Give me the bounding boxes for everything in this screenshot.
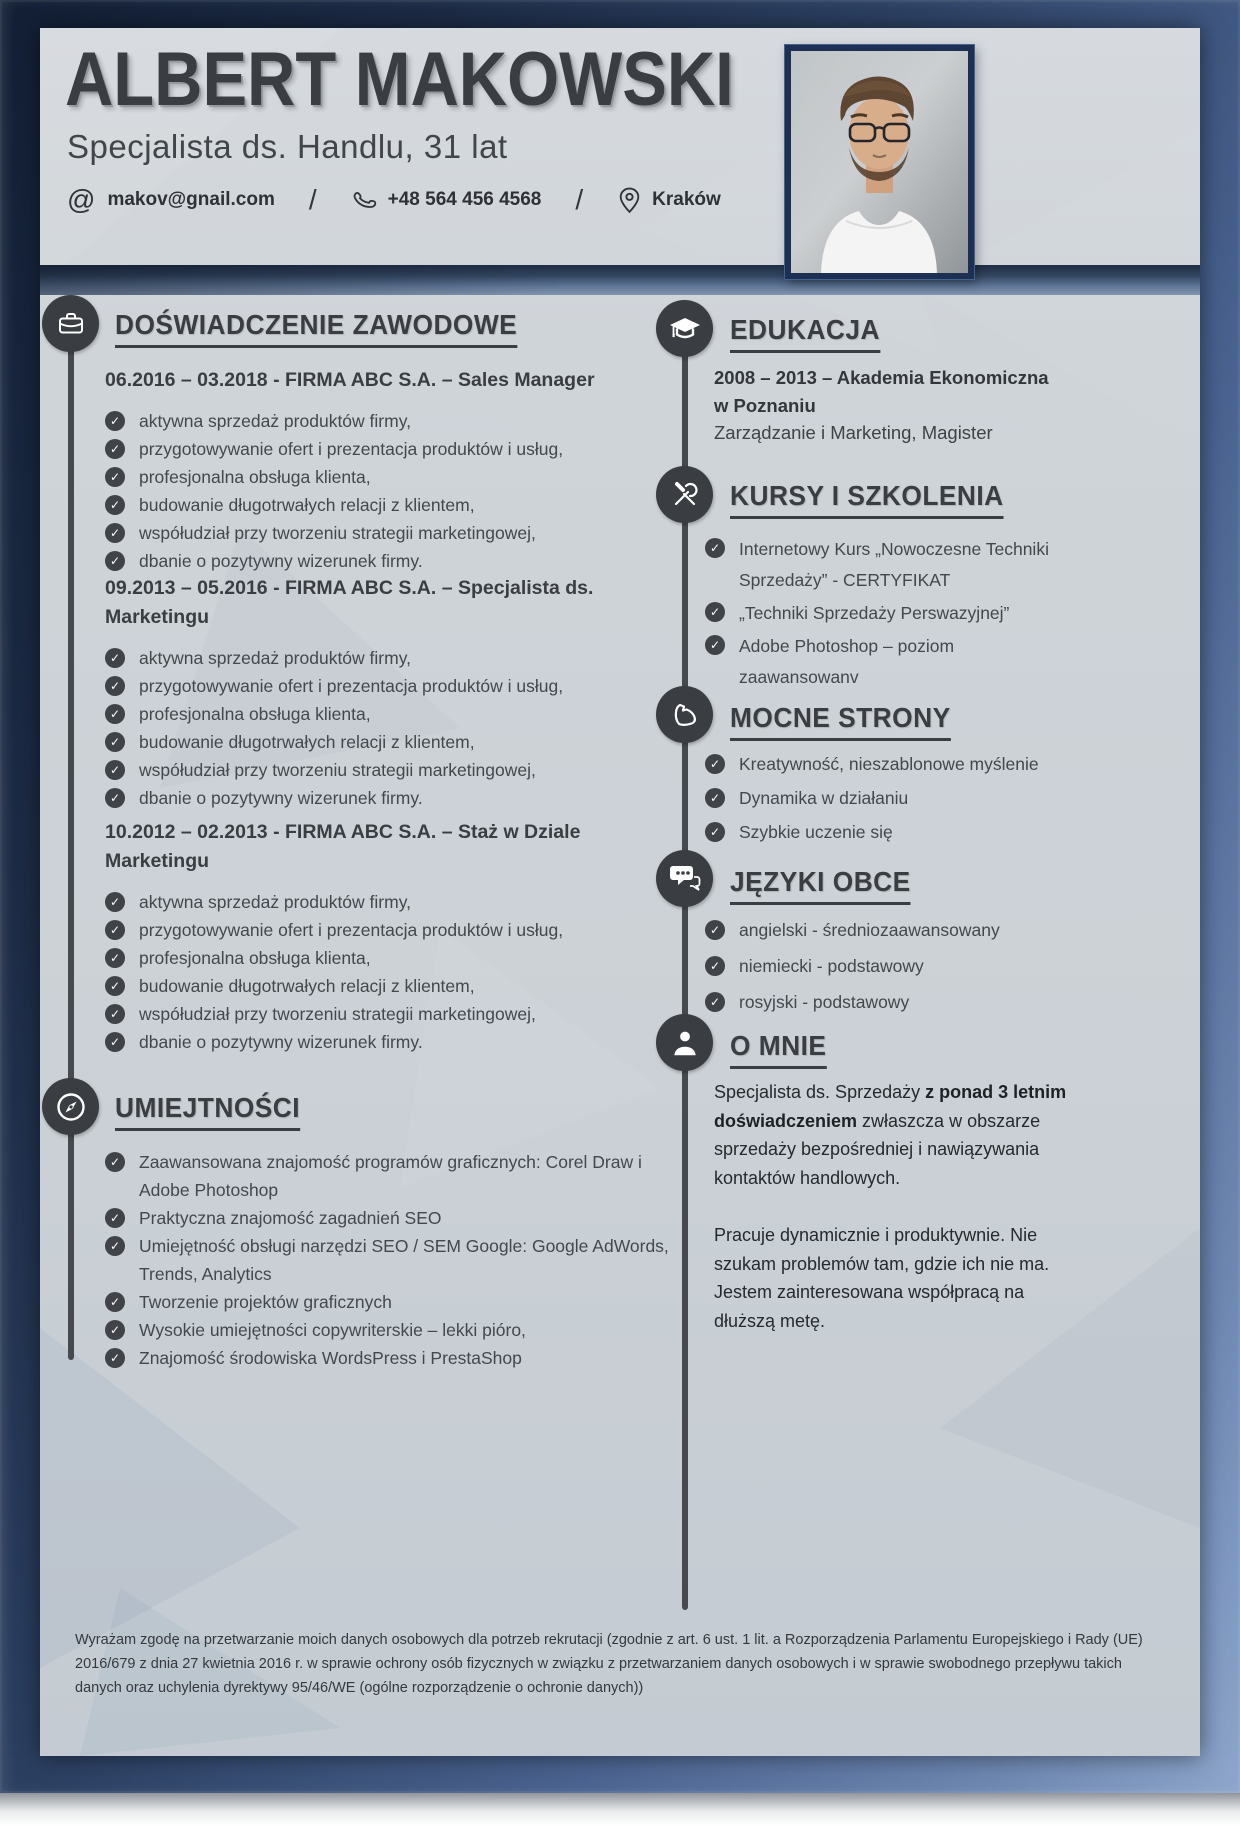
about-paragraph: Pracuje dynamicznie i produktywnie. Nie szukam problemów tam, gdzie ich nie ma. Jestem zainteresowana współpracą na dłuższą metę. — [714, 1225, 1050, 1331]
check-icon: ✓ — [705, 602, 725, 622]
bullet-text: Zaawansowana znajomość programów graficznych: Corel Draw i Adobe Photoshop — [139, 1152, 642, 1200]
check-icon: ✓ — [705, 992, 725, 1012]
job-bullet — [105, 972, 653, 1000]
bullet-text: współudział przy tworzeniu strategii marketingowej, — [139, 1004, 536, 1024]
job-bullet — [105, 435, 653, 463]
bullet-text: dbanie o pozytywny wizerunek firmy. — [139, 788, 423, 808]
contact-separator: / — [308, 184, 317, 215]
graduation-cap-icon — [656, 300, 713, 357]
course-item — [705, 598, 1077, 629]
job-bullet — [105, 547, 653, 575]
check-icon: ✓ — [105, 1004, 125, 1024]
job-bullet-list — [105, 888, 653, 1056]
section-title-skills: UMIEJTNOŚCI — [115, 1092, 300, 1131]
check-icon: ✓ — [705, 956, 725, 976]
bullet-text: Praktyczna znajomość zagadnień SEO — [139, 1208, 442, 1228]
check-icon: ✓ — [105, 732, 125, 752]
check-icon: ✓ — [105, 788, 125, 808]
job-entry — [105, 818, 653, 1056]
email-text: makov@gnail.com — [107, 189, 275, 210]
check-icon: ✓ — [105, 1320, 125, 1340]
job-title: 10.2012 – 02.2013 - FIRMA ABC S.A. – Staż w Dziale Marketingu — [105, 821, 581, 872]
check-icon: ✓ — [105, 1292, 125, 1312]
contact-separator: / — [575, 184, 584, 215]
check-icon: ✓ — [105, 523, 125, 543]
bullet-text: przygotowywanie ofert i prezentacja produktów i usług, — [139, 676, 564, 696]
job-bullet-list — [105, 644, 653, 812]
job-bullet — [105, 728, 653, 756]
bullet-text: współudział przy tworzeniu strategii marketingowej, — [139, 523, 536, 543]
section-title-about: O MNIE — [730, 1030, 826, 1069]
chat-bubbles-icon — [656, 850, 713, 907]
job-title: 06.2016 – 03.2018 - FIRMA ABC S.A. – Sales Manager — [105, 369, 595, 391]
language-item — [705, 952, 1185, 980]
check-icon: ✓ — [105, 704, 125, 724]
about-text-block — [714, 1078, 1079, 1364]
job-bullet — [105, 491, 653, 519]
bullet-text: Wysokie umiejętności copywriterskie – lekki pióro, — [139, 1320, 526, 1340]
bullet-text: Internetowy Kurs „Nowoczesne Techniki Sprzedaży” - CERTYFIKAT — [739, 539, 1049, 590]
job-bullet — [105, 700, 653, 728]
skill-item — [105, 1344, 673, 1372]
skill-item — [105, 1204, 673, 1232]
job-bullet — [105, 644, 653, 672]
bullet-text: dbanie o pozytywny wizerunek firmy. — [139, 1032, 423, 1052]
job-bullet — [105, 672, 653, 700]
check-icon: ✓ — [105, 1032, 125, 1052]
education-details — [714, 364, 1049, 447]
check-icon: ✓ — [105, 676, 125, 696]
bullet-text: „Techniki Sprzedaży Perswazyjnej” — [739, 603, 1010, 623]
bullet-text: aktywna sprzedaż produktów firmy, — [139, 892, 412, 912]
strength-item — [705, 818, 1185, 846]
bullet-text: przygotowywanie ofert i prezentacja produktów i usług, — [139, 920, 564, 940]
job-entry — [105, 574, 653, 812]
about-text: Specjalista ds. Sprzedaży — [714, 1082, 926, 1102]
check-icon: ✓ — [705, 788, 725, 808]
section-title-education: EDUKACJA — [730, 314, 880, 353]
job-bullet — [105, 1000, 653, 1028]
profile-photo — [785, 45, 974, 279]
education-degree: Zarządzanie i Marketing, Magister — [714, 422, 993, 443]
check-icon: ✓ — [105, 760, 125, 780]
check-icon: ✓ — [105, 976, 125, 996]
bullet-text: profesjonalna obsługa klienta, — [139, 704, 371, 724]
skill-item — [105, 1232, 673, 1288]
strength-item — [705, 750, 1185, 778]
about-paragraph — [714, 1078, 1079, 1192]
check-icon: ✓ — [105, 892, 125, 912]
bullet-text: budowanie długotrwałych relacji z klientem, — [139, 976, 475, 996]
bullet-text: profesjonalna obsługa klienta, — [139, 948, 371, 968]
compass-icon — [42, 1078, 99, 1135]
check-icon: ✓ — [105, 948, 125, 968]
courses-list-block — [705, 534, 1077, 695]
language-item — [705, 916, 1185, 944]
bullet-text: współudział przy tworzeniu strategii marketingowej, — [139, 760, 536, 780]
bullet-text: aktywna sprzedaż produktów firmy, — [139, 411, 412, 431]
about-text: zwłaszcza w obszarze sprzedaży bezpośredniej i nawiązywania kontaktów handlowych. — [714, 1110, 1041, 1188]
skills-list — [105, 1148, 673, 1372]
check-icon: ✓ — [705, 920, 725, 940]
bullet-text: niemiecki - podstawowy — [739, 956, 924, 976]
job-bullet — [105, 756, 653, 784]
job-bullet — [105, 407, 653, 435]
job-bullet — [105, 1028, 653, 1056]
check-icon: ✓ — [705, 538, 725, 558]
briefcase-icon — [42, 295, 99, 352]
job-bullet — [105, 519, 653, 547]
job-bullet — [105, 916, 653, 944]
check-icon: ✓ — [705, 754, 725, 774]
check-icon: ✓ — [105, 1208, 125, 1228]
about-text-bold: z ponad 3 letnim doświadczeniem — [714, 1082, 1067, 1131]
strengths-list-block — [705, 750, 1185, 852]
check-icon: ✓ — [105, 467, 125, 487]
skills-list-block — [105, 1148, 673, 1372]
location-pin-icon — [617, 186, 642, 215]
check-icon: ✓ — [105, 1236, 125, 1256]
bullet-text: Znajomość środowiska WordsPress i PrestaShop — [139, 1348, 522, 1368]
check-icon: ✓ — [105, 411, 125, 431]
cv-sheet — [40, 28, 1200, 1756]
job-bullet — [105, 888, 653, 916]
phone-text: +48 564 456 4568 — [387, 189, 542, 210]
section-title-experience: DOŚWIADCZENIE ZAWODOWE — [115, 309, 517, 348]
bullet-text: Dynamika w działaniu — [739, 788, 909, 808]
check-icon: ✓ — [105, 1348, 125, 1368]
check-icon: ✓ — [705, 635, 725, 655]
bullet-text: Umiejętność obsługi narzędzi SEO / SEM Google: Google AdWords, Trends, Analytics — [139, 1236, 669, 1284]
strengths-list — [705, 750, 1185, 846]
bullet-text: Adobe Photoshop – poziom zaawansowanv — [739, 636, 955, 687]
strength-item — [705, 784, 1185, 812]
bullet-text: budowanie długotrwałych relacji z klientem, — [139, 495, 475, 515]
skill-item — [105, 1288, 673, 1316]
bullet-text: przygotowywanie ofert i prezentacja produktów i usług, — [139, 439, 564, 459]
person-icon — [656, 1014, 713, 1071]
email-icon: @ — [67, 184, 96, 215]
bicep-icon — [656, 686, 713, 743]
job-bullet — [105, 784, 653, 812]
timeline-line-left — [68, 318, 74, 1360]
location-text: Kraków — [652, 189, 721, 210]
check-icon: ✓ — [105, 920, 125, 940]
section-title-strengths: MOCNE STRONY — [730, 702, 951, 741]
courses-list — [705, 534, 1077, 693]
skill-item — [105, 1316, 673, 1344]
job-bullet-list — [105, 407, 653, 575]
language-item — [705, 988, 1185, 1016]
bullet-text: aktywna sprzedaż produktów firmy, — [139, 648, 412, 668]
bullet-text: Kreatywność, nieszablonowe myślenie — [739, 754, 1039, 774]
job-title: 09.2013 – 05.2016 - FIRMA ABC S.A. – Specjalista ds. Marketingu — [105, 577, 594, 628]
section-title-courses: KURSY I SZKOLENIA — [730, 480, 1004, 519]
bullet-text: profesjonalna obsługa klienta, — [139, 467, 371, 487]
check-icon: ✓ — [105, 648, 125, 668]
check-icon: ✓ — [105, 495, 125, 515]
check-icon: ✓ — [705, 822, 725, 842]
skill-item — [105, 1148, 673, 1204]
bullet-text: Tworzenie projektów graficznych — [139, 1292, 392, 1312]
job-title-subtitle: Specjalista ds. Handlu, 31 lat — [67, 128, 508, 165]
page-title: ALBERT MAKOWSKI — [65, 37, 734, 122]
bullet-text: budowanie długotrwałych relacji z klientem, — [139, 732, 475, 752]
section-title-languages: JĘZYKI OBCE — [730, 866, 911, 905]
languages-list-block — [705, 916, 1185, 1024]
education-school: 2008 – 2013 – Akademia Ekonomiczna w Poznaniu — [714, 367, 1049, 416]
course-item — [705, 534, 1077, 596]
languages-list — [705, 916, 1185, 1016]
bullet-text: rosyjski - podstawowy — [739, 992, 910, 1012]
consent-clause: Wyrażam zgodę na przetwarzanie moich danych osobowych dla potrzeb rekrutacji (zgodnie z art. 6 ust. 1 lit. a Rozporządzenia Parlamentu Europejskiego i Rady (UE) 2016/679 z dnia 27 kwietnia 2016 r. w sprawie ochrony osób fizycznych w związku z przetwarzaniem danych osobowych i w sprawie swobodnego przepływu takich danych oraz uchylenia dyrektywy 95/46/WE (ogólne rozporządzenie o ochronie danych)) — [75, 1632, 1143, 1696]
header-separator-band — [40, 265, 1200, 295]
phone-icon — [351, 187, 378, 214]
check-icon: ✓ — [105, 439, 125, 459]
course-item — [705, 631, 1077, 693]
contact-row — [67, 180, 721, 220]
tools-icon — [656, 466, 713, 523]
check-icon: ✓ — [105, 1152, 125, 1172]
page-bottom-shadow — [0, 1793, 1240, 1826]
job-entry — [105, 366, 653, 575]
bullet-text: Szybkie uczenie się — [739, 822, 893, 842]
job-bullet — [105, 463, 653, 491]
bullet-text: angielski - średniozaawansowany — [739, 920, 1000, 940]
check-icon: ✓ — [105, 551, 125, 571]
job-bullet — [105, 944, 653, 972]
bullet-text: dbanie o pozytywny wizerunek firmy. — [139, 551, 423, 571]
